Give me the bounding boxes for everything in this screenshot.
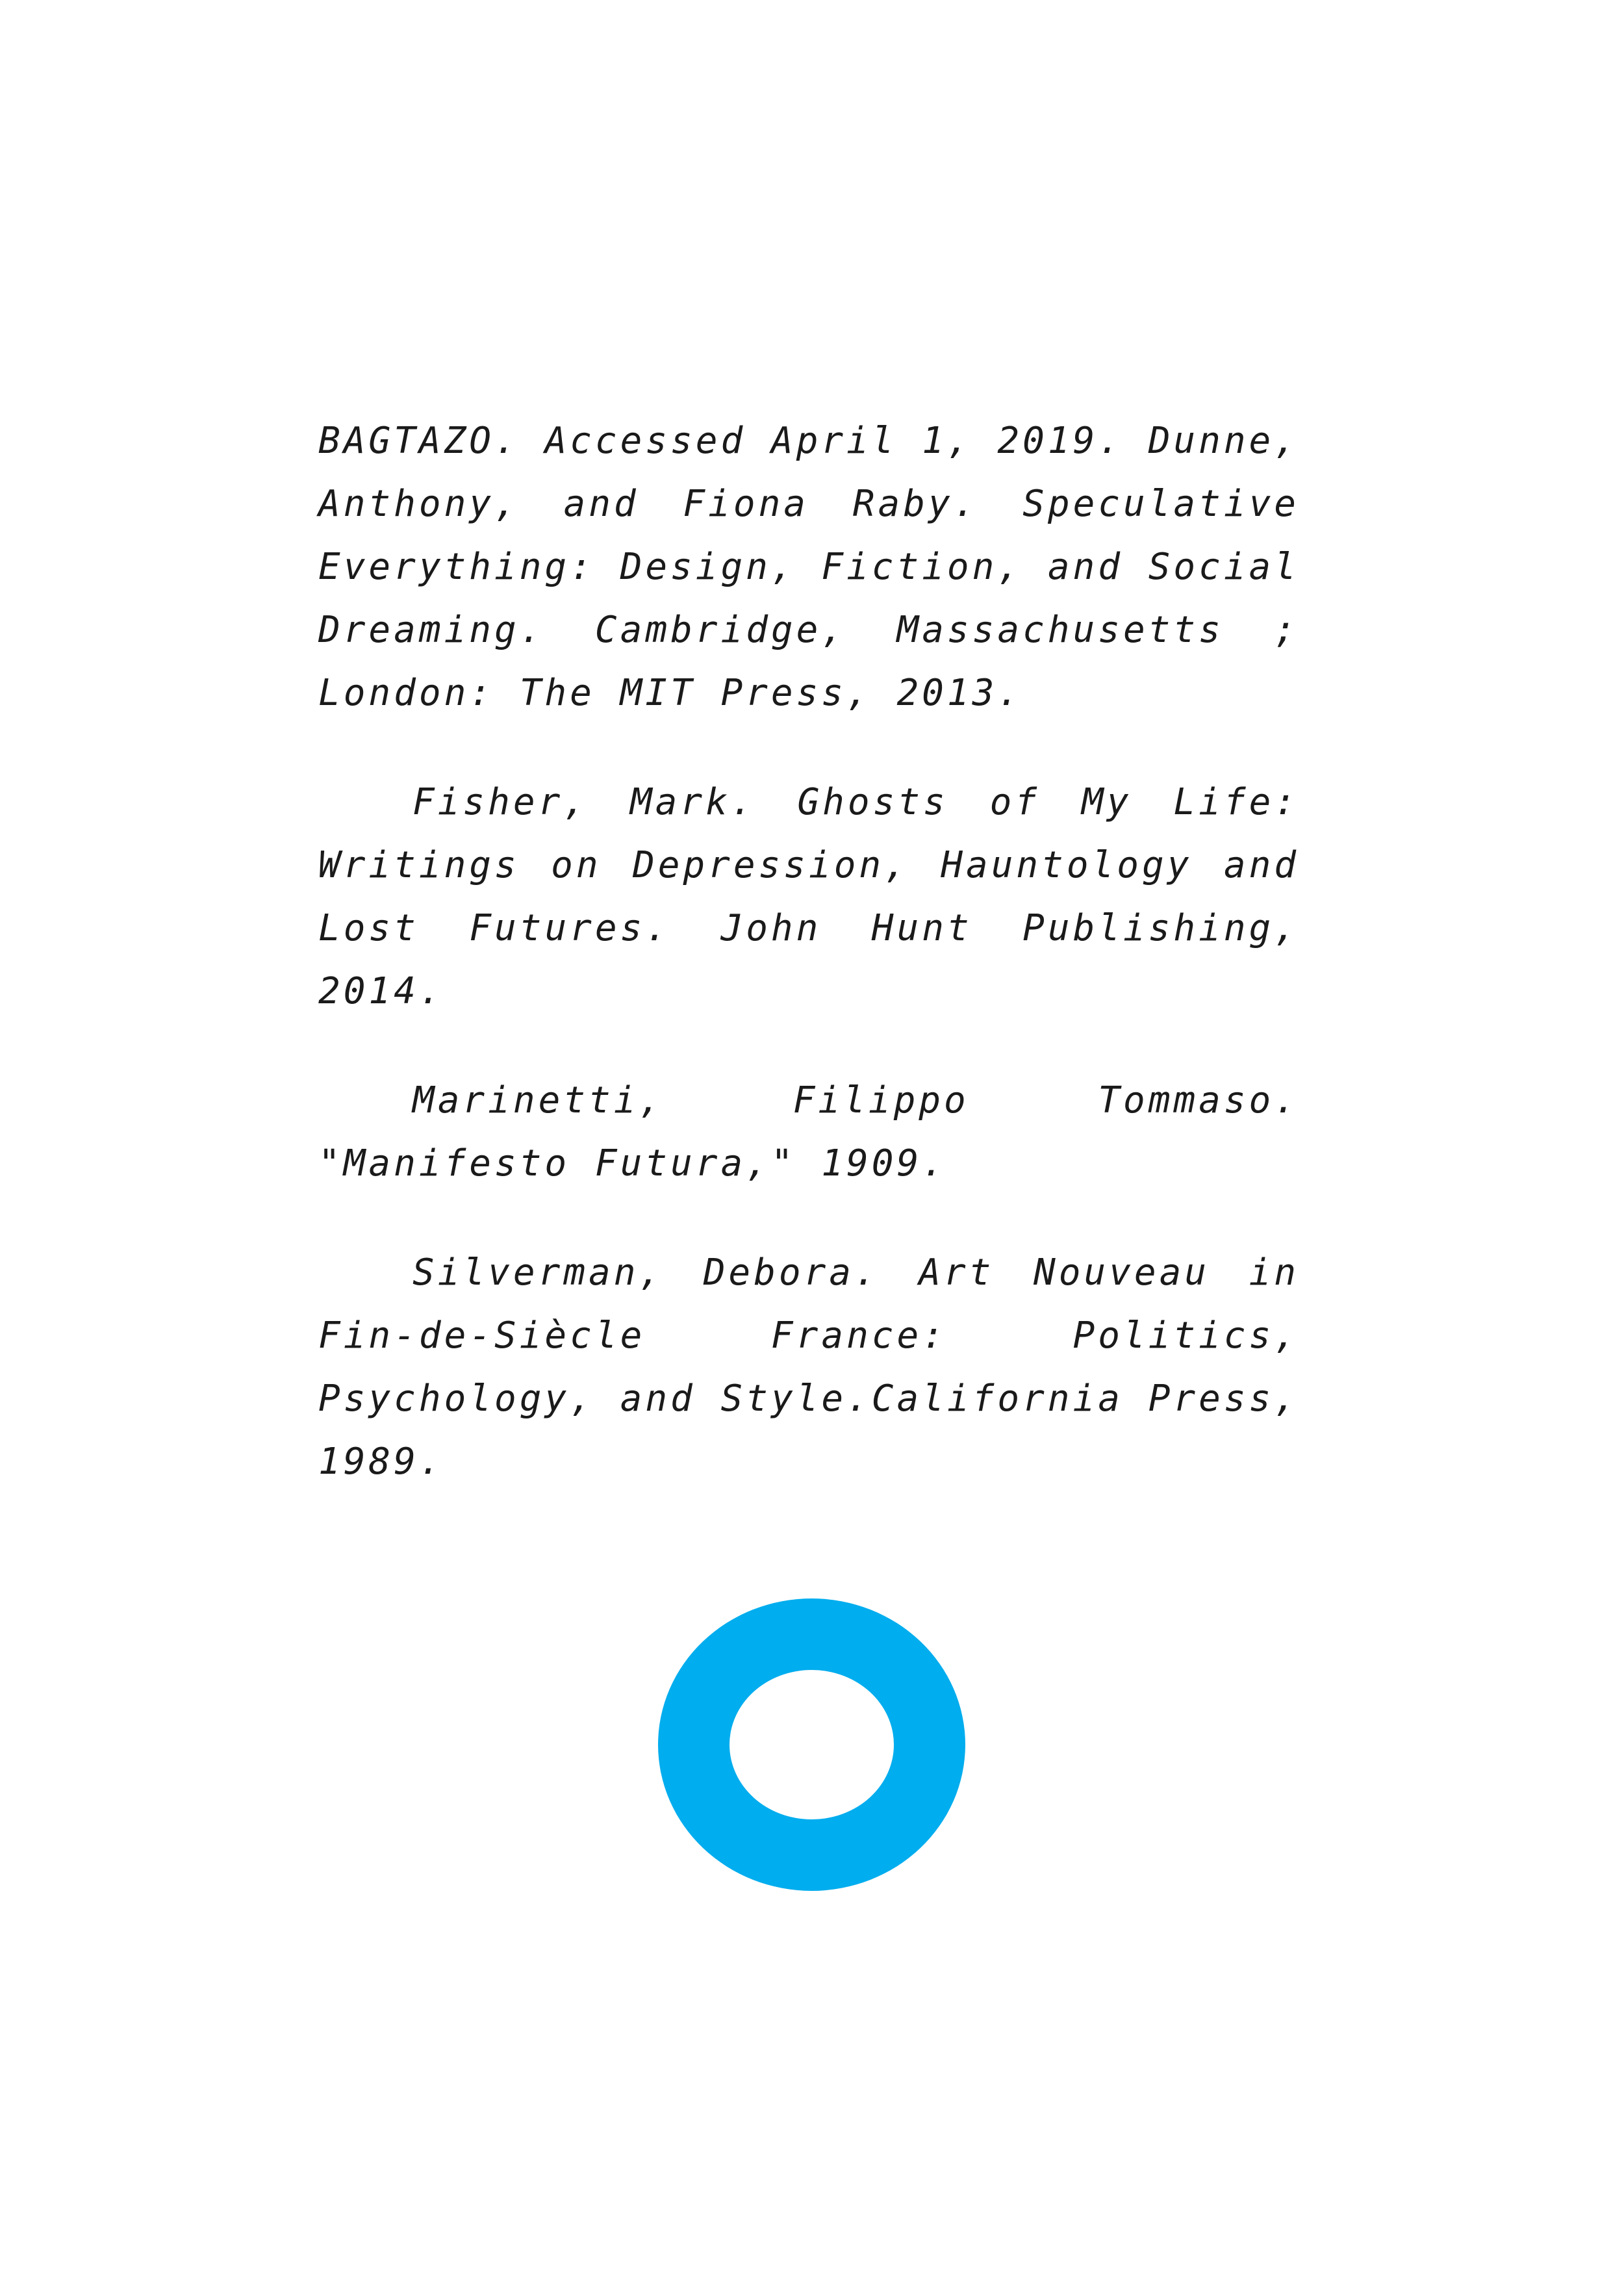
bibliography-entry-dunne-raby: BAGTAZO. Accessed April 1, 2019. Dunne, Anthony, and Fiona Raby. Speculative Everything: Design, Fiction, and Social Dreaming. Cambridge, Massachusetts ; London: The MIT Press, 2013. — [318, 420, 1299, 714]
bibliography — [318, 409, 1299, 1493]
bibliography-entry-marinetti: Marinetti, Filippo Tommaso. "Manifesto Futura," 1909. — [318, 1079, 1299, 1185]
bibliography-entry-silverman: Silverman, Debora. Art Nouveau in Fin-de-Siècle France: Politics, Psychology, and Style.California Press, 1989. — [318, 1251, 1299, 1483]
ring-icon — [658, 1598, 965, 1891]
bibliography-entry-fisher: Fisher, Mark. Ghosts of My Life: Writings on Depression, Hauntology and Lost Futures. John Hunt Publishing, 2014. — [318, 781, 1299, 1012]
